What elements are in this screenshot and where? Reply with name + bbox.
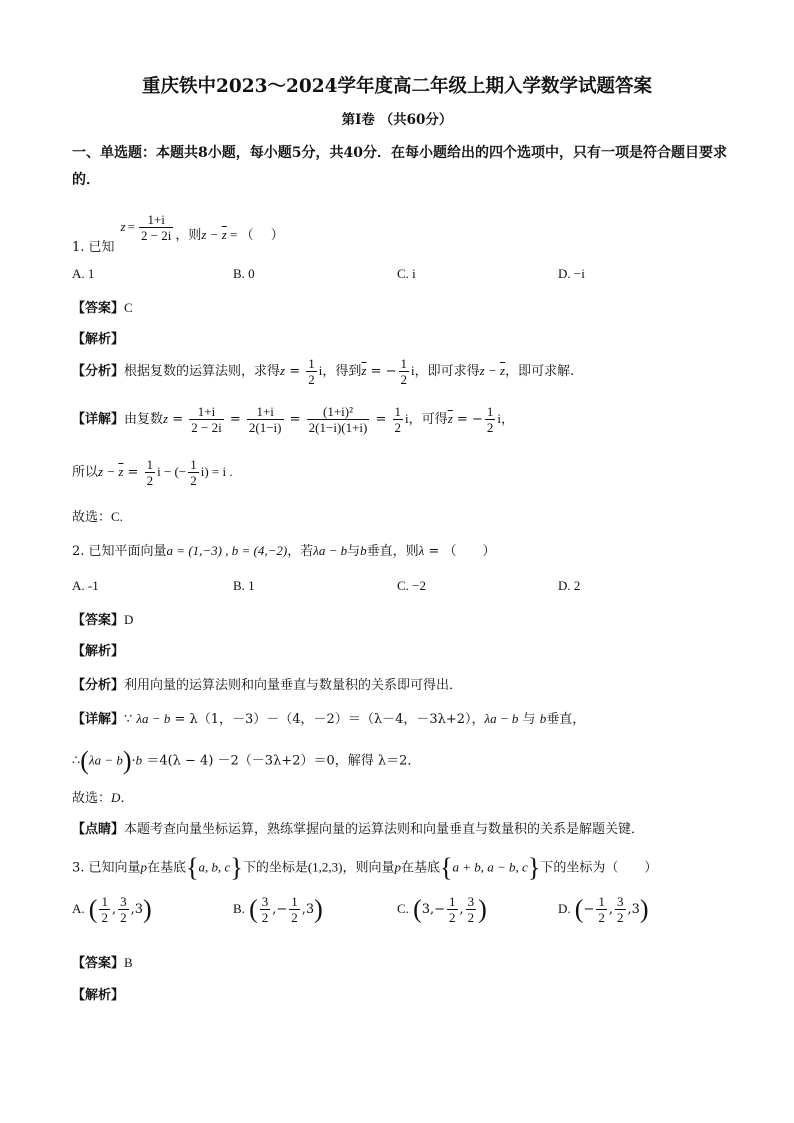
q1-stem: 1. 已知z = $\frac{1+i}{2 - 2i}$ ，则$z - \overline{z}$ = （ ） — [72, 212, 284, 255]
q1-analysis-label: 【解析】 — [72, 332, 125, 347]
q2-comment: 【点睛】本题考查向量坐标运算，熟练掌握向量的运算法则和向量垂直与数量积的关系是解题关键． — [72, 822, 645, 837]
q2-choose: 故选：D． — [72, 790, 134, 806]
q2-detail: 【详解】∵ λa − b = λ（1，－3）－（4，－2）＝（λ－4，－3λ+2），λa − b 与 b垂直， — [72, 711, 586, 727]
q3-stem: 3. 已知向量p在基底{a, b, c}下的坐标是(1,2,3)，则向量p在基底{a + b, a − b, c}下的坐标为（ ） — [72, 853, 658, 882]
q2-fenxi: 【分析】利用向量的运算法则和向量垂直与数量积的关系即可得出． — [72, 678, 463, 693]
q1-choose: 故选：C. — [72, 509, 123, 525]
q2-answer: 【答案】D — [72, 612, 134, 628]
q3-analysis-label: 【解析】 — [72, 988, 125, 1003]
q2-option-a: A. -1 — [72, 578, 99, 593]
q1-so: 所以$z - \overline{z}$ = $\frac{1}{2}$ i − (− $\frac{1}{2}$ i) = i . — [72, 457, 233, 488]
q1-option-d: D. −i — [558, 266, 585, 281]
q2-analysis-label: 【解析】 — [72, 644, 125, 659]
q1-option-a: A. 1 — [72, 266, 95, 281]
page-title: 重庆铁中2023～2024学年度高二年级上期入学数学试题答案 — [142, 76, 652, 97]
section-heading: 一、单选题：本题共8小题，每小题5分，共40分．在每小题给出的四个选项中，只有一项是符合题目要求的． — [72, 145, 727, 188]
q3-option-b: B. ( $\frac{3}{2}$ ,− $\frac{1}{2}$ ,3) — [233, 894, 323, 925]
q3-option-d: D. (− $\frac{1}{2}$ , $\frac{3}{2}$ ,3) — [558, 894, 649, 925]
q2-option-c: C. −2 — [397, 578, 427, 593]
q2-detail-line2: ∴(λa − b)·b ＝4(λ − 4) －2（－3λ+2）＝0，解得 λ＝2． — [72, 746, 421, 775]
q1-fenxi: 【分析】根据复数的运算法则，求得z = $\frac{1}{2}$ i，得到$\overline{z}$ = − $\frac{1}{2}$ i，即可求得$z - \overline{z}$，即可求解. — [72, 356, 575, 387]
q2-option-d: D. 2 — [558, 578, 581, 593]
q2-stem: 2. 已知平面向量a = (1,−3) , b = (4,−2)，若λa − b与b垂直，则λ = （ ） — [72, 543, 496, 559]
q1-option-b: B. 0 — [233, 266, 255, 281]
q1-answer: 【答案】C — [72, 300, 133, 316]
q3-option-a: A. ( $\frac{1}{2}$ , $\frac{3}{2}$ ,3) — [72, 894, 152, 925]
page-subtitle: 第I卷 （共60分） — [341, 112, 453, 128]
q1-option-c: C. i — [397, 266, 416, 281]
q3-answer: 【答案】B — [72, 955, 133, 971]
q1-fraction: $\frac{1+i}{2 - 2i}$ — [140, 212, 172, 243]
q3-option-c: C. (3,− $\frac{1}{2}$ , $\frac{3}{2}$ ) — [397, 894, 487, 925]
q1-detail: 【详解】由复数z = $\frac{1+i}{2 - 2i}$ = $\frac{1+i}{2(1-i)}$ = $\frac{\text{(1+i)²}}{2(1-i)(1+i)}$ = $\frac{1}{2}$ i，可得$\overline{z}$ = − $\frac{1}{2}$ i， — [72, 404, 514, 435]
q2-option-b: B. 1 — [233, 578, 255, 593]
